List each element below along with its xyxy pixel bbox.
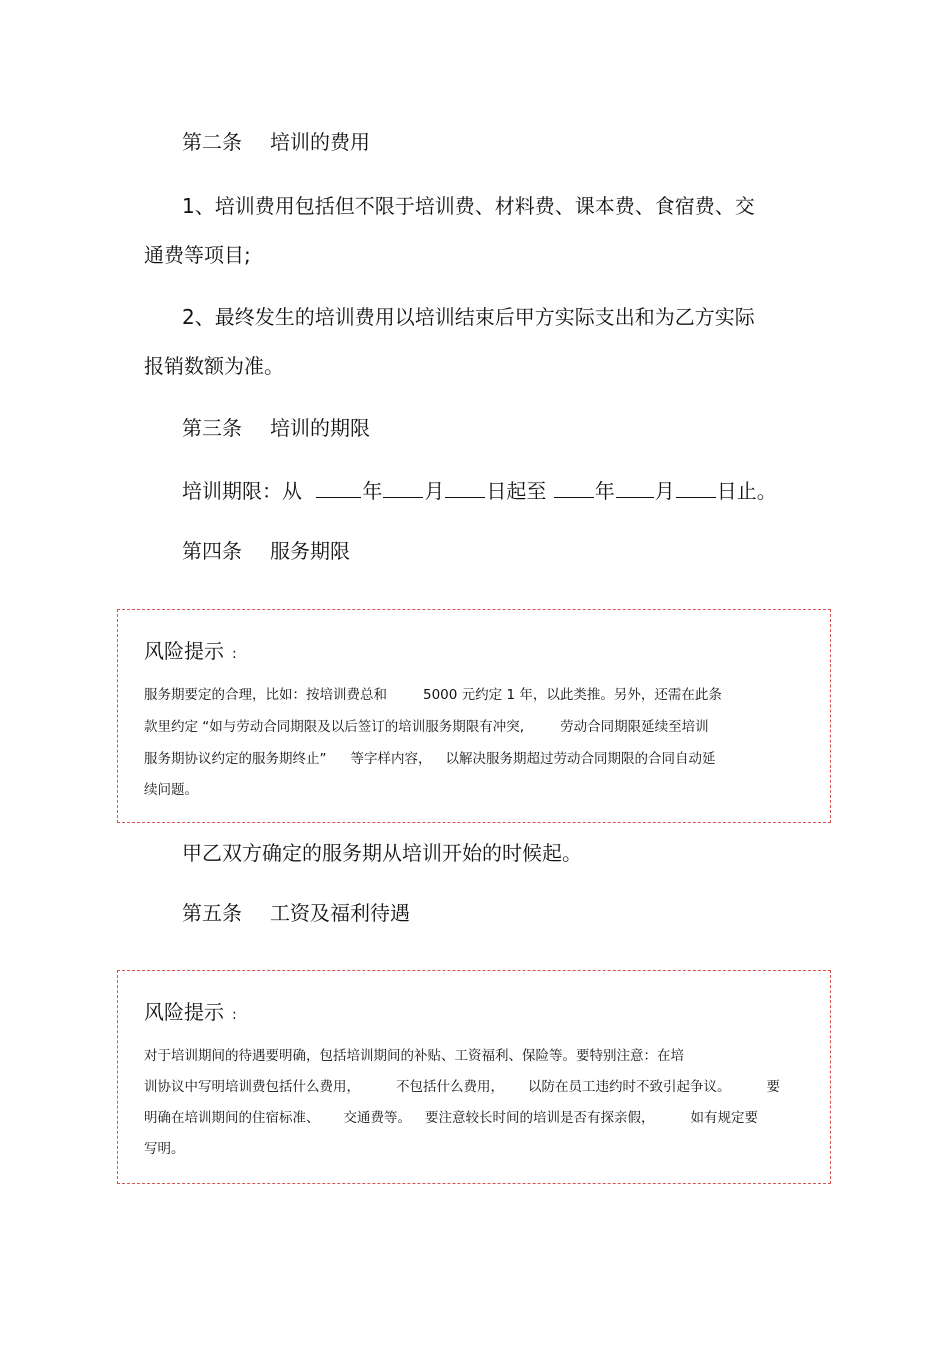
risk-tip-line: 服务期协议约定的服务期终止” 等字样内容， 以解决服务期超过劳动合同期限的合同自动延 (144, 751, 716, 767)
article-2-heading (182, 130, 370, 154)
paragraph-line: 1、培训费用包括但不限于培训费、材料费、课本费、食宿费、交 (182, 194, 755, 218)
paragraph-line: 通费等项目; (144, 243, 251, 267)
article-5-heading (182, 901, 410, 925)
article-number: 第二条 (182, 130, 242, 154)
year-label: 年 (362, 479, 383, 503)
risk-tip-box (117, 970, 831, 1184)
risk-tip-line: 款里约定 “如与劳动合同期限及以后签订的培训服务期限有冲突, 劳动合同期限延续至培训 (144, 719, 709, 735)
risk-tip-line: 写明。 (144, 1141, 185, 1157)
month-label: 月 (424, 479, 445, 503)
paragraph-line: 2、最终发生的培训费用以培训结束后甲方实际支出和为乙方实际 (182, 305, 755, 329)
article-3-heading (182, 416, 370, 440)
service-period-confirm: 甲乙双方确定的服务期从培训开始的时候起。 (182, 841, 582, 865)
article-title: 培训的费用 (270, 130, 370, 154)
risk-tip-line: 服务期要定的合理，比如：按培训费总和 5000 元约定 1 年，以此类推。另外，还需在此条 (144, 687, 722, 703)
article-4-heading (182, 539, 350, 563)
month-label: 月 (654, 479, 675, 503)
period-prefix: 培训期限：从 (182, 479, 302, 503)
day-until-label: 日止。 (716, 479, 777, 503)
article-number: 第五条 (182, 901, 242, 925)
article-title: 服务期限 (270, 539, 350, 563)
start-year-blank[interactable] (316, 479, 361, 498)
article-number: 第三条 (182, 416, 242, 440)
risk-tip-line: 训协议中写明培训费包括什么费用， 不包括什么费用， 以防在员工违约时不致引起争议。 要 (144, 1079, 780, 1095)
year-label: 年 (594, 479, 615, 503)
risk-tip-line: 对于培训期间的待遇要明确，包括培训期间的补贴、工资福利、保险等。要特别注意：在培 (144, 1048, 684, 1064)
article-number: 第四条 (182, 539, 242, 563)
risk-tip-title: 风险提示 : (144, 639, 237, 663)
risk-tip-line: 明确在培训期间的住宿标准、 交通费等。 要注意较长时间的培训是否有探亲假， 如有规定要 (144, 1110, 758, 1126)
day-from-label: 日起至 (486, 479, 547, 503)
end-day-blank[interactable] (676, 479, 716, 498)
start-month-blank[interactable] (383, 479, 423, 498)
article-title: 工资及福利待遇 (270, 901, 410, 925)
end-month-blank[interactable] (616, 479, 654, 498)
risk-tip-line: 续问题。 (144, 782, 198, 798)
paragraph-line: 报销数额为准。 (144, 354, 284, 378)
risk-tip-box (117, 609, 831, 823)
end-year-blank[interactable] (554, 479, 594, 498)
start-day-blank[interactable] (445, 479, 485, 498)
risk-tip-title: 风险提示 : (144, 1000, 237, 1024)
training-period-line (182, 479, 777, 503)
article-title: 培训的期限 (270, 416, 370, 440)
